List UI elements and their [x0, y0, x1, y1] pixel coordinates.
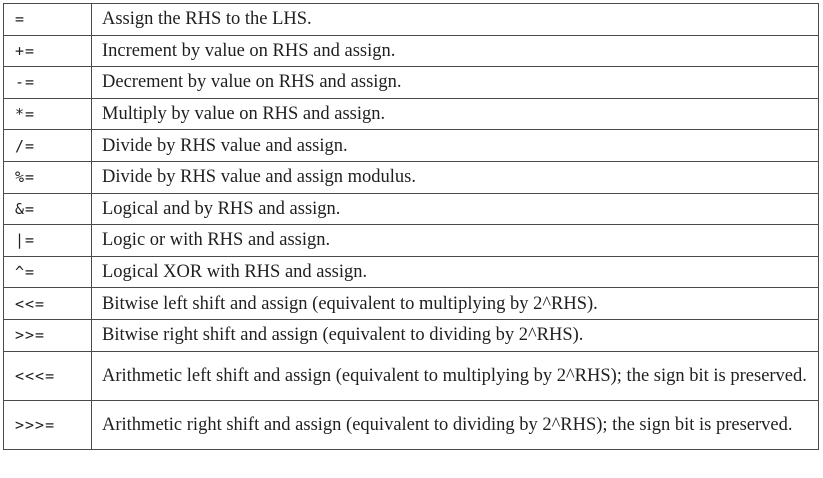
description-cell: Arithmetic left shift and assign (equivalent to multiplying by 2^RHS); the sign bit is preserved. — [92, 351, 819, 400]
operator-cell: <<= — [4, 288, 92, 320]
operator-cell: &= — [4, 193, 92, 225]
operator-cell: <<<= — [4, 351, 92, 400]
table-row — [4, 351, 819, 400]
operator-cell: %= — [4, 161, 92, 193]
table-row — [4, 225, 819, 257]
table-row — [4, 98, 819, 130]
description-cell: Bitwise left shift and assign (equivalent to multiplying by 2^RHS). — [92, 288, 819, 320]
description-cell: Assign the RHS to the LHS. — [92, 4, 819, 36]
operator-cell: = — [4, 4, 92, 36]
table-row — [4, 319, 819, 351]
description-cell: Multiply by value on RHS and assign. — [92, 98, 819, 130]
description-cell: Logical and by RHS and assign. — [92, 193, 819, 225]
operator-cell: += — [4, 35, 92, 67]
description-cell: Divide by RHS value and assign. — [92, 130, 819, 162]
table-row — [4, 161, 819, 193]
operator-cell: >>= — [4, 319, 92, 351]
table-row — [4, 67, 819, 99]
operator-cell: -= — [4, 67, 92, 99]
description-cell: Decrement by value on RHS and assign. — [92, 67, 819, 99]
description-cell: Arithmetic right shift and assign (equivalent to dividing by 2^RHS); the sign bit is preserved. — [92, 400, 819, 449]
operator-cell: ^= — [4, 256, 92, 288]
description-cell: Bitwise right shift and assign (equivalent to dividing by 2^RHS). — [92, 319, 819, 351]
operator-cell: |= — [4, 225, 92, 257]
table-row — [4, 130, 819, 162]
table-row — [4, 256, 819, 288]
description-cell: Logical XOR with RHS and assign. — [92, 256, 819, 288]
operator-cell: >>>= — [4, 400, 92, 449]
operator-cell: *= — [4, 98, 92, 130]
description-cell: Divide by RHS value and assign modulus. — [92, 161, 819, 193]
table-row — [4, 35, 819, 67]
assignment-operators-table — [3, 3, 819, 450]
description-cell: Increment by value on RHS and assign. — [92, 35, 819, 67]
operator-cell: /= — [4, 130, 92, 162]
table-row — [4, 193, 819, 225]
table-row — [4, 4, 819, 36]
table-row — [4, 400, 819, 449]
table-row — [4, 288, 819, 320]
description-cell: Logic or with RHS and assign. — [92, 225, 819, 257]
